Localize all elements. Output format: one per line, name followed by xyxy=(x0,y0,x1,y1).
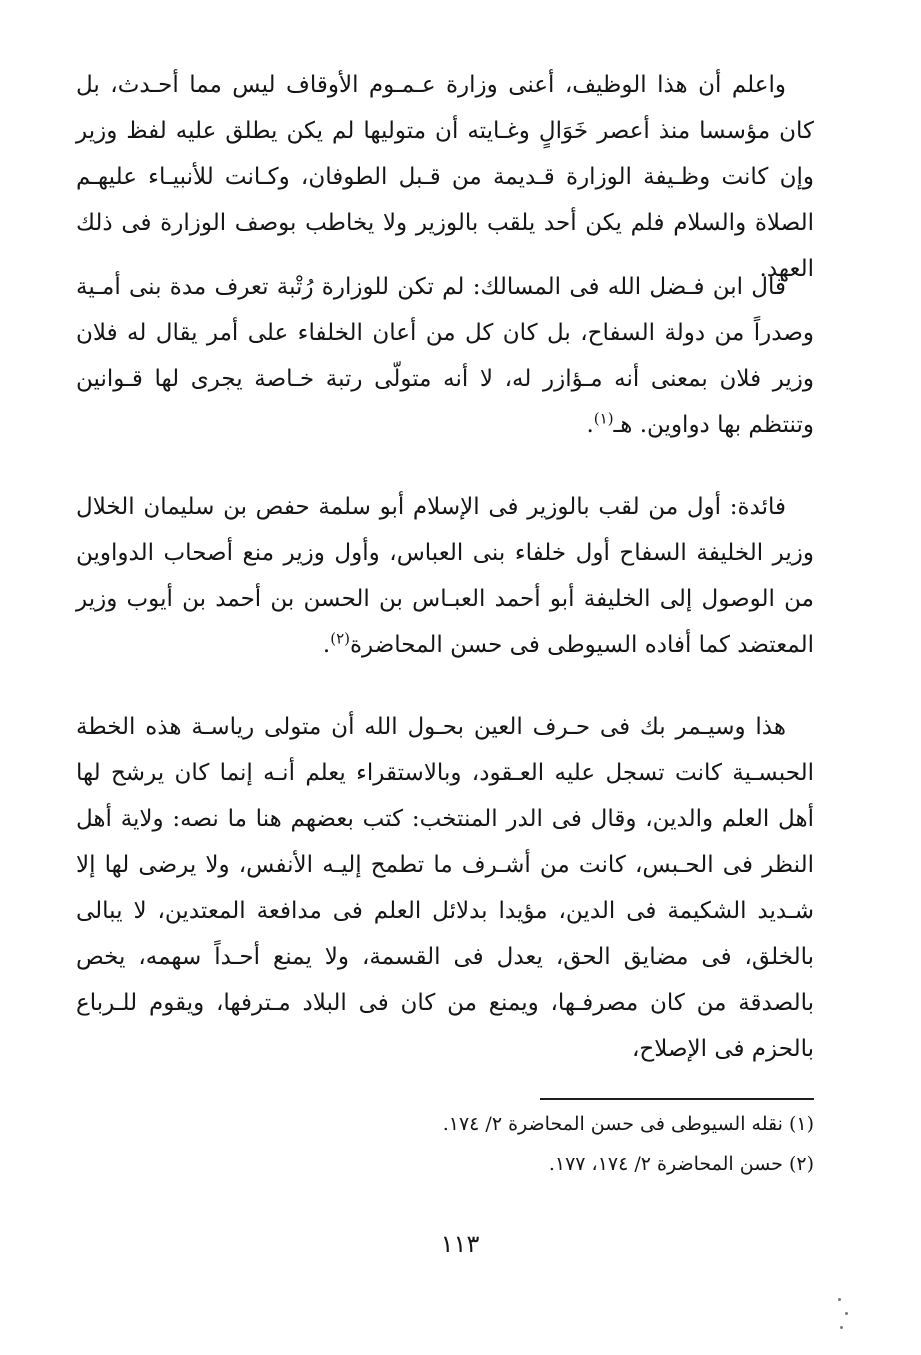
main-text-2 xyxy=(76,264,814,448)
main-text-4 xyxy=(76,704,814,1072)
paragraph-3 xyxy=(76,484,814,668)
footnote-ref-1[interactable]: (١) xyxy=(593,409,614,428)
footnote-separator xyxy=(540,1098,814,1100)
paragraph-2-text: قال ابن فـضل الله فى المسالك: لم تكن للوزارة رُتْبة تعرف مدة بنى أمـية وصدراً من دولة السفاح، بل كان كل من أعان الخلفاء على أمر يقال له فلان وزير فلان بمعنى أنه مـؤازر له، لا أنه متولّى رتبة خـاصة يجرى لها قـوانين وتنتظم بها دواوين. هـ xyxy=(76,274,814,438)
scan-speck xyxy=(840,1326,843,1329)
paragraph-2-end: . xyxy=(586,412,594,438)
footnote-2: (٢) حسن المحاضرة ٢/ ١٧٤، ١٧٧. xyxy=(548,1153,814,1175)
paragraph-3-text: فائدة: أول من لقب بالوزير فى الإسلام أبو سلمة حفص بن سليمان الخلال وزير الخليفة السفاح أول خلفاء بنى العباس، وأول وزير منع أصحاب الدواوين من الوصول إلى الخليفة أبو أحمد العبـاس بن الحسن بن أحمد بن أيوب وزير المعتضد كما أفاده السيوطى فى حسن المحاضرة xyxy=(76,494,814,658)
footnote-1: (١) نقله السيوطى فى حسن المحاضرة ٢/ ١٧٤. xyxy=(442,1113,814,1135)
paragraph-2 xyxy=(76,264,814,448)
paragraph-4 xyxy=(76,704,814,1072)
scan-speck xyxy=(838,1298,841,1301)
paragraph-1 xyxy=(76,62,814,292)
footnote-ref-2[interactable]: (٢) xyxy=(330,629,350,648)
paragraph-1-text: واعلم أن هذا الوظيف، أعنى وزارة عـمـوم الأوقاف ليس مما أحـدث، بل كان مؤسسا منذ أعصر خَوَالٍ وغـايته أن متوليها لم يكن يطلق عليه لفظ وزير وإن كانت وظـيفة الوزارة قـديمة من قـبل الطوفان، وكـانت للأنبيـاء عليهـم الصلاة والسلام فلم يكن أحد يلقب بالوزير ولا يخاطب بوصف الوزارة فى ذلك العهد. xyxy=(76,72,814,282)
scan-speck xyxy=(845,1312,848,1315)
main-text-3 xyxy=(76,484,814,668)
paragraph-4-text: هذا وسيـمر بك فى حـرف العين بحـول الله أن متولى رياسـة هذه الخطة الحبسـية كانت تسجل عليه العـقود، وبالاستقراء يعلم أنـه إنما كان يرشح لها أهل العلم والدين، وقال فى الدر المنتخب: كتب بعضهم هنا ما نصه: ولاية أهل النظر فى الحـبس، كانت من أشـرف ما تطمح إليـه الأنفس، ولا يرضى لها إلا شـديد الشكيمة فى الدين، مؤيدا بدلائل العلم فى مدافعة المعتدين، لا يبالى بالخلق، فى مضايق الحق، يعدل فى القسمة، ولا يمنع أحـداً سهمه، يخص بالصدقة من كان مصرفـها، ويمنع من كان فى البلاد مـترفها، ويقوم للـرباع بالحزم فى الإصلاح، xyxy=(76,714,814,1062)
page-number: ١١٣ xyxy=(440,1230,480,1258)
main-text xyxy=(76,62,814,292)
footnotes xyxy=(300,1104,814,1184)
paragraph-3-end: . xyxy=(322,632,331,658)
